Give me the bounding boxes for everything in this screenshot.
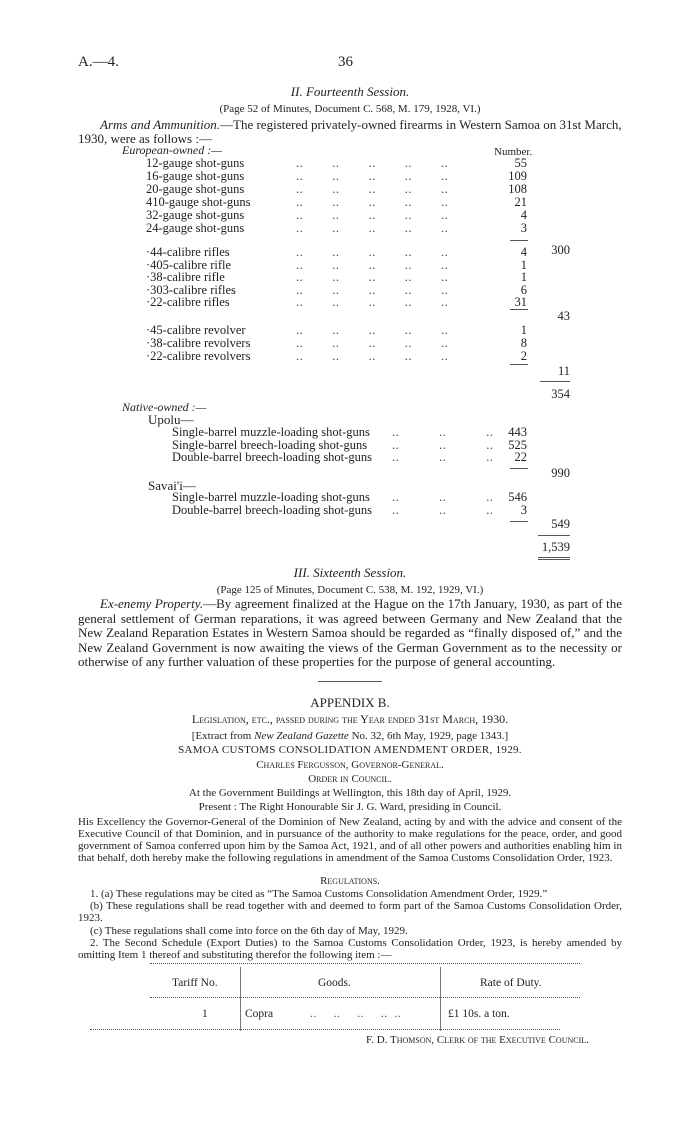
tally-label: 24-gauge shot-guns — [146, 221, 245, 235]
tally-value: 546 — [508, 490, 527, 504]
section-reference-sixteenth: (Page 125 of Minutes, Document C. 538, M. 192, 1929, VI.) — [216, 584, 484, 596]
tally-label: ·22-calibre revolvers — [146, 349, 251, 363]
table-leader-dots: .. .. .. .. .. — [310, 1008, 402, 1020]
tally-value: 4 — [520, 245, 527, 259]
leader-dots: .. .. .. .. .. — [296, 208, 449, 222]
number-heading: Number. — [494, 146, 533, 158]
leader-dots: .. .. .. .. .. — [296, 349, 449, 363]
savaii-total: 549 — [551, 517, 570, 531]
document-reference: A.—4. — [78, 54, 119, 70]
tally-row — [0, 195, 700, 208]
table-bottom-rule — [90, 1029, 560, 1030]
tally-label: ·22-calibre rifles — [146, 295, 230, 309]
tally-value: 31 — [514, 295, 527, 309]
regulation-2: 2. The Second Schedule (Export Duties) to the Samoa Customs Consolidation Order, 1923, is hereby amended by omitting Item 1 thereof and substituting therefor the following item :— — [78, 937, 622, 961]
tally-label: ·303-calibre rifles — [146, 282, 236, 297]
tally-value: 4 — [520, 208, 527, 222]
table-cell-tariff: 1 — [202, 1008, 208, 1020]
tally-row — [0, 258, 700, 271]
arms-text-1: —The registered privately-owned firearms in Western Samoa on 31st March, — [220, 117, 622, 132]
upolu-heading: Upolu— — [148, 412, 194, 427]
section-reference-fourteenth: (Page 52 of Minutes, Document C. 568, M. 179, 1928, VI.) — [219, 103, 481, 115]
table-divider-1 — [240, 967, 241, 1031]
tally-row — [0, 182, 700, 195]
tally-value: 108 — [508, 182, 527, 196]
clerk-signature: F. D. Thomson, Clerk of the Executive Council. — [366, 1034, 589, 1046]
tally-value: 6 — [520, 282, 527, 297]
arms-heading: Arms and Ammunition. — [100, 117, 221, 132]
tally-label: ·44-calibre rifles — [146, 245, 230, 259]
order-title: SAMOA CUSTOMS CONSOLIDATION AMENDMENT ORDER, 1929. — [178, 744, 522, 756]
tariff-table — [150, 963, 580, 1035]
savaii-heading: Savai'i— — [148, 478, 196, 493]
preamble-paragraph: His Excellency the Governor-General of the Dominion of New Zealand, acting by and with the advice and consent of the Executive Council of that Dominion, and in pursuance of the authority to make regulations for the peace, order, and good government of Samoa conferred upon him by the Samoa Act, 1921, and of all other powers and authorities enabling him in that behalf, doth hereby make the following regulations in amendment of the Samoa Customs Consolidation Order, 1923. — [78, 816, 622, 864]
tally-label: Single-barrel muzzle-loading shot-guns — [172, 425, 370, 439]
leader-dots: .. .. .. .. .. — [296, 323, 449, 337]
tally-row — [0, 270, 700, 283]
tally-label: Double-barrel breech-loading shot-guns — [172, 450, 372, 464]
table-header-rate: Rate of Duty. — [480, 977, 542, 989]
leader-dots: .. .. .. — [392, 502, 494, 517]
tally-value: 8 — [520, 336, 527, 350]
leader-dots: .. .. .. .. .. — [296, 245, 449, 259]
leader-dots: .. .. .. .. .. — [296, 195, 449, 209]
leader-dots: .. .. .. .. .. — [296, 169, 449, 183]
tally-row — [0, 490, 700, 503]
tally-value: 109 — [508, 169, 527, 183]
leader-dots: .. .. .. — [392, 437, 494, 452]
tally-row — [0, 349, 700, 362]
ex-enemy-heading: Ex-enemy Property. — [100, 596, 204, 611]
appendix-title: APPENDIX B. — [310, 695, 390, 710]
tally-row — [0, 503, 700, 516]
regulation-1b: (b) These regulations shall be read together with and deemed to form part of the Samoa Customs Consolidation Order, 1923. — [78, 900, 622, 924]
regulation-1c: (c) These regulations shall come into force on the 6th day of May, 1929. — [90, 925, 408, 937]
ex-enemy-paragraph — [78, 597, 622, 670]
at-government-buildings: At the Government Buildings at Wellington, this 18th day of April, 1929. — [188, 787, 512, 799]
european-total-rule — [540, 381, 570, 382]
revolvers-total: 11 — [557, 364, 570, 378]
regulations-heading: Regulations. — [320, 875, 380, 887]
rifles-total: 43 — [557, 309, 570, 323]
tally-value: 55 — [514, 156, 527, 170]
tally-label: Single-barrel muzzle-loading shot-guns — [172, 490, 370, 504]
tally-row — [0, 283, 700, 296]
table-cell-goods: Copra — [245, 1008, 274, 1020]
shotguns-total: 300 — [551, 243, 570, 257]
tally-label: Single-barrel breech-loading shot-guns — [172, 437, 368, 452]
tally-value: 1 — [520, 257, 527, 272]
tally-value: 3 — [520, 221, 527, 235]
extract-prefix: [Extract from — [191, 730, 255, 742]
leader-dots: .. .. .. .. .. — [296, 182, 449, 196]
leader-dots: .. .. .. — [392, 450, 494, 464]
tally-row — [0, 336, 700, 349]
tally-row — [0, 169, 700, 182]
tally-label: 12-gauge shot-guns — [146, 156, 245, 170]
table-top-rule — [150, 963, 580, 964]
tally-row — [0, 208, 700, 221]
leader-dots: .. .. .. .. .. — [296, 282, 449, 297]
grand-total-double-rule-1 — [538, 557, 570, 558]
order-in-council: Order in Council. — [308, 773, 392, 785]
tally-row — [0, 156, 700, 169]
european-heading: European-owned :— — [122, 143, 222, 157]
tally-label: ·45-calibre revolver — [146, 323, 246, 337]
governor-signature: Charles Fergusson, Governor-General. — [256, 759, 444, 771]
tally-value: 3 — [520, 502, 527, 517]
ex-enemy-body: —By agreement finalized at the Hague on the 17th January, 1930, as part of the general settlement of German reparations, it was agreed between Germany and New Zealand that the New Zealand Reparation Estates in Western Samoa should be regarded as “finally disposed of,” and the New Zealand Government is now awaiting the views of the German Government as to the necessity or otherwise of any further valuation of these properties for the purpose of general accounting. — [78, 596, 623, 669]
tally-value: 22 — [514, 450, 527, 464]
grand-total-rule — [538, 535, 570, 536]
table-cell-rate: £1 10s. a ton. — [448, 1008, 510, 1020]
tally-row — [0, 438, 700, 451]
present-line: Present : The Right Honourable Sir J. G. Ward, presiding in Council. — [198, 801, 502, 813]
table-header-goods: Goods. — [318, 977, 351, 989]
tally-label: 32-gauge shot-guns — [146, 208, 245, 222]
tally-value: 21 — [514, 195, 527, 209]
tally-row — [0, 425, 700, 438]
tally-label: 410-gauge shot-guns — [146, 195, 251, 209]
tally-value: 1 — [520, 323, 527, 337]
section-title-fourteenth: II. Fourteenth Session. — [290, 84, 410, 99]
grand-total: 1,539 — [541, 540, 570, 554]
table-divider-2 — [440, 967, 441, 1031]
leader-dots: .. .. .. .. .. — [296, 156, 449, 170]
tally-row — [0, 450, 700, 463]
leader-dots: .. .. .. .. .. — [296, 257, 449, 272]
page-number: 36 — [338, 54, 353, 70]
tally-label: 16-gauge shot-guns — [146, 169, 245, 183]
gazette-extract — [0, 730, 700, 742]
tally-value: 1 — [520, 270, 527, 284]
leader-dots: .. .. .. .. .. — [296, 221, 449, 235]
extract-gazette: New Zealand Gazette — [254, 730, 349, 742]
tally-row — [0, 221, 700, 234]
tally-label: ·405-calibre rifle — [146, 257, 232, 272]
table-header-tariff: Tariff No. — [172, 977, 218, 989]
native-heading: Native-owned :— — [122, 400, 207, 414]
leader-dots: .. .. .. .. .. — [296, 336, 449, 350]
extract-suffix: No. 32, 6th May, 1929, page 1343.] — [348, 730, 509, 742]
tally-row — [0, 295, 700, 308]
shotguns-rule — [510, 240, 528, 241]
tally-value: 443 — [508, 425, 527, 439]
tally-row — [0, 245, 700, 258]
table-header-rule — [150, 997, 580, 998]
tally-label: ·38-calibre rifle — [146, 270, 225, 284]
legislation-heading: Legislation, etc., passed during the Year ended 31st March, 1930. — [191, 712, 509, 726]
tally-row — [0, 323, 700, 336]
regulation-1a: 1. (a) These regulations may be cited as “The Samoa Customs Consolidation Amendment Order, 1929.” — [90, 888, 548, 900]
leader-dots: .. .. .. — [392, 490, 494, 504]
arms-text-2: 1930, were as follows :— — [78, 131, 212, 146]
leader-dots: .. .. .. — [392, 425, 494, 439]
leader-dots: .. .. .. .. .. — [296, 270, 449, 284]
grand-total-double-rule-2 — [538, 559, 570, 560]
tally-value: 2 — [520, 349, 527, 363]
tally-label: ·38-calibre revolvers — [146, 336, 251, 350]
tally-label: 20-gauge shot-guns — [146, 182, 245, 196]
section-divider — [318, 681, 382, 682]
tally-value: 525 — [508, 437, 527, 452]
tally-label: Double-barrel breech-loading shot-guns — [172, 502, 372, 517]
european-total: 354 — [551, 387, 570, 401]
leader-dots: .. .. .. .. .. — [296, 295, 449, 309]
upolu-total: 990 — [551, 466, 570, 480]
section-title-sixteenth: III. Sixteenth Session. — [293, 565, 407, 580]
